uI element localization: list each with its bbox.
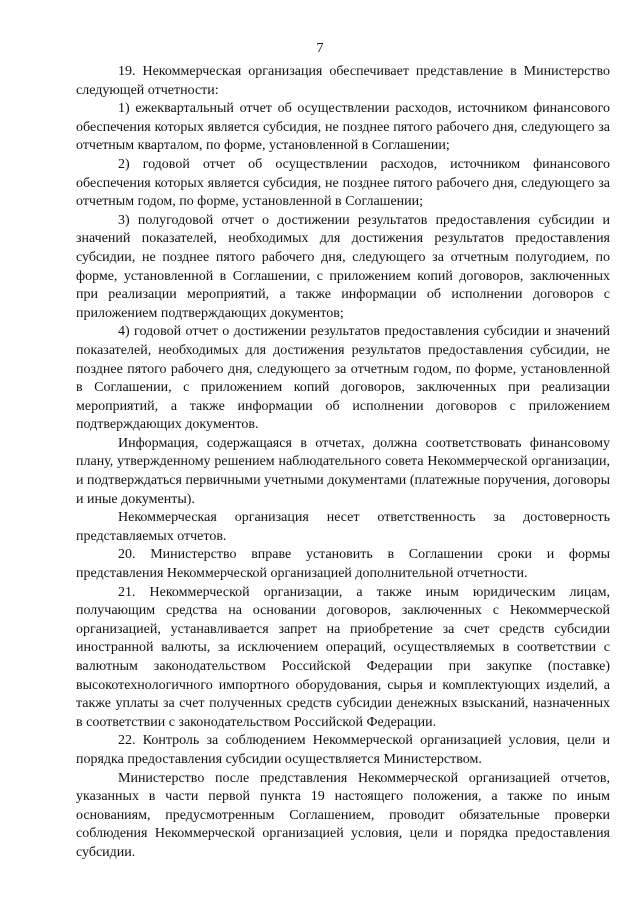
- paragraph-item-19: 19. Некоммерческая организация обеспечивает представление в Министерство следующей отчетности:: [76, 64, 610, 98]
- paragraph-quarterly-expense-report: 1) ежеквартальный отчет об осуществлении расходов, источником финансового обеспечения которых является субсидия, не позднее пятого рабочего дня, следующего за отчетным кварталом, по форме, установленной в Соглашении;: [76, 101, 610, 154]
- paragraph-semiannual-results-report: 3) полугодовой отчет о достижении результатов предоставления субсидии и значений показателей, необходимых для достижения результатов предоставления субсидии, не позднее пятого рабочего дня, следующего за отчетным полугодием, по форме, установленной в Соглашении, с приложением копий договоров, заключенных при реализации мероприятий, а также информации об исполнении договоров с приложением подтверждающих документов;: [76, 212, 610, 321]
- paragraph-reliability-responsibility: Некоммерческая организация несет ответственность за достоверность представляемых отчетов.: [76, 510, 610, 544]
- document-body: [76, 63, 610, 863]
- page-number: 7: [316, 41, 324, 56]
- paragraph-item-20: 20. Министерство вправе установить в Соглашении сроки и формы представления Некоммерческой организацией дополнительной отчетности.: [76, 547, 610, 582]
- paragraph-report-information: Информация, содержащаяся в отчетах, должна соответствовать финансовому плану, утвержденному решением наблюдательного совета Некоммерческой организации, и подтверждаться первичными учетными документами (платежные поручения, договоры и иные документы).: [76, 435, 610, 507]
- paragraph-ministry-inspections: Министерство после представления Некоммерческой организацией отчетов, указанных в части первой пункта 19 настоящего положения, а также по иным основаниям, предусмотренным Соглашением, проводит обязательные проверки соблюдения Некоммерческой организацией условия, цели и порядка предоставления субсидии.: [76, 770, 610, 860]
- paragraph-annual-results-report: 4) годовой отчет о достижении результатов предоставления субсидии и значений показателей, необходимых для достижения результатов предоставления субсидии, не позднее пятого рабочего дня, следующего за отчетным годом, по форме, установленной в Соглашении, с приложением копий договоров, заключенных при реализации мероприятий, а также информации об исполнении договоров с приложением подтверждающих документов.: [76, 324, 610, 433]
- paragraph-item-21: 21. Некоммерческой организации, а также иным юридическим лицам, получающим средства на основании договоров, заключенных с Некоммерческой организацией, устанавливается запрет на приобретение за счет средств субсидии иностранной валюты, за исключением операций, осуществляемых в соответствии с валютным законодательством Российской Федерации при закупке (поставке) высокотехнологичного импортного оборудования, сырья и комплектующих изделий, а также уплаты за счет полученных средств субсидии денежных взысканий, назначенных в соответствии с законодательством Российской Федерации.: [76, 584, 610, 730]
- paragraph-item-22: 22. Контроль за соблюдением Некоммерческой организацией условия, цели и порядка предоставления субсидии осуществляется Министерством.: [76, 733, 610, 767]
- paragraph-annual-expense-report: 2) годовой отчет об осуществлении расходов, источником финансового обеспечения которых является субсидия, не позднее пятого рабочего дня, следующего за отчетным годом, по форме, установленной в Соглашении;: [76, 156, 610, 210]
